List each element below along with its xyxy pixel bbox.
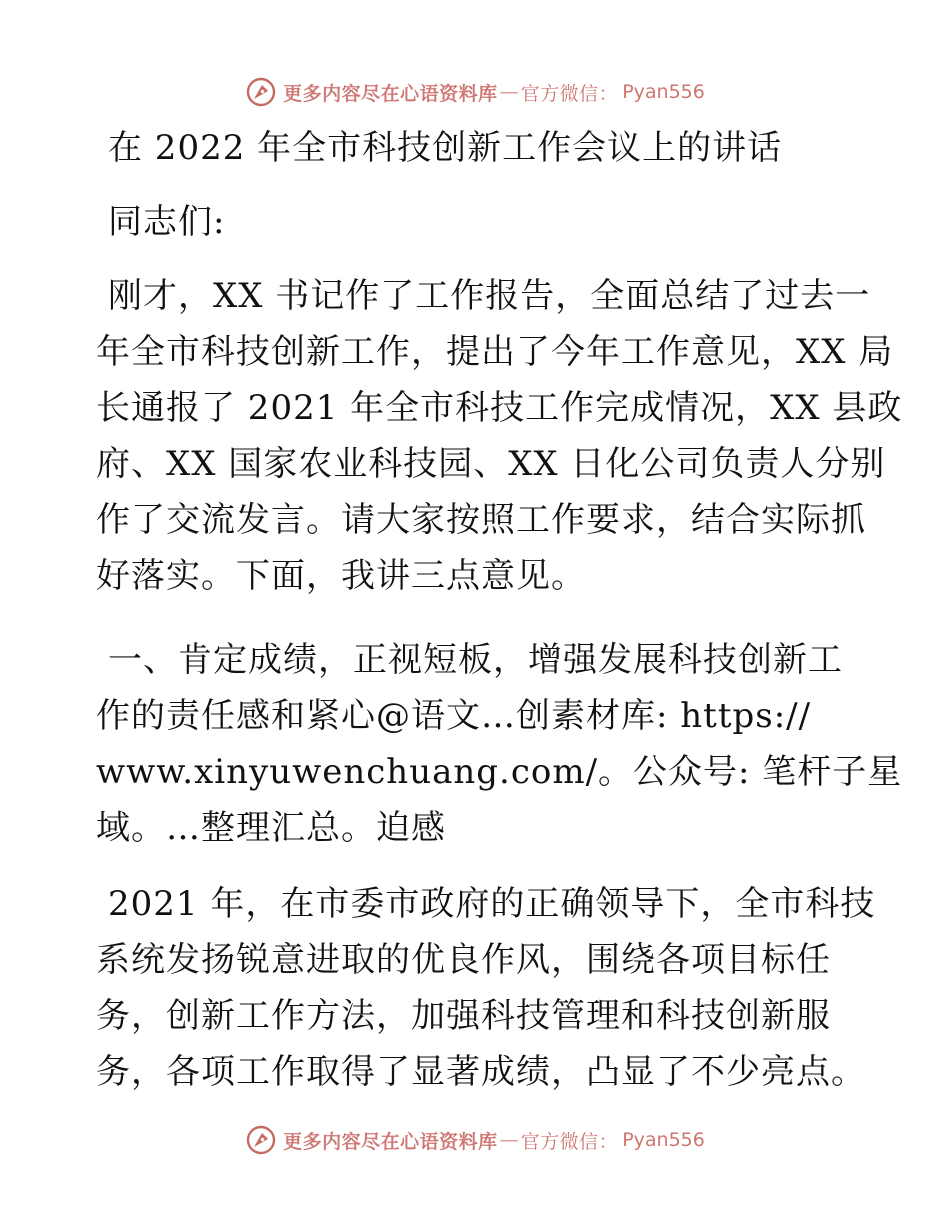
watermark-wechat-id: Pyan556 xyxy=(622,1129,705,1151)
watermark-label: 官方微信： xyxy=(520,1130,619,1153)
paragraph-line: 作了交流发言。请大家按照工作要求，结合实际抓 xyxy=(96,500,866,540)
paragraph-line: 系统发扬锐意进取的优良作风，围绕各项目标任 xyxy=(96,940,831,980)
section-heading-line: 一、肯定成绩，正视短板，增强发展科技创新工 xyxy=(108,640,843,680)
section-heading-line: 作的责任感和紧心@语文…创素材库: https:// xyxy=(96,696,812,736)
watermark-wechat-id: Pyan556 xyxy=(622,81,705,103)
paragraph-line: 长通报了 2021 年全市科技工作完成情况，XX 县政 xyxy=(96,388,903,428)
header-watermark xyxy=(0,72,950,112)
pen-nib-logo-icon xyxy=(245,1124,277,1156)
paragraph-line: 务，创新工作方法，加强科技管理和科技创新服 xyxy=(96,996,831,1036)
watermark-separator: — xyxy=(499,1129,519,1151)
watermark-label: 官方微信： xyxy=(520,82,619,105)
document-title: 在 2022 年全市科技创新工作会议上的讲话 xyxy=(108,128,783,168)
watermark-brand: 更多内容尽在心语资料库 xyxy=(283,1130,498,1153)
watermark-brand: 更多内容尽在心语资料库 xyxy=(283,82,498,105)
paragraph-line: 好落实。下面，我讲三点意见。 xyxy=(96,556,586,596)
paragraph-line: 年全市科技创新工作，提出了今年工作意见，XX 局 xyxy=(96,332,894,372)
paragraph-line: 刚才，XX 书记作了工作报告，全面总结了过去一 xyxy=(108,276,871,316)
pen-nib-logo-icon xyxy=(245,76,277,108)
paragraph-line: 2021 年，在市委市政府的正确领导下，全市科技 xyxy=(108,884,876,924)
paragraph-line: 务，各项工作取得了显著成绩，凸显了不少亮点。 xyxy=(96,1052,866,1092)
section-heading-line: www.xinyuwenchuang.com/。公众号: 笔杆子星 xyxy=(96,752,903,792)
greeting: 同志们: xyxy=(108,202,226,242)
section-heading-line: 域。…整理汇总。迫感 xyxy=(96,808,446,848)
watermark-separator: — xyxy=(499,81,519,103)
footer-watermark xyxy=(0,1120,950,1160)
paragraph-line: 府、XX 国家农业科技园、XX 日化公司负责人分别 xyxy=(96,444,886,484)
